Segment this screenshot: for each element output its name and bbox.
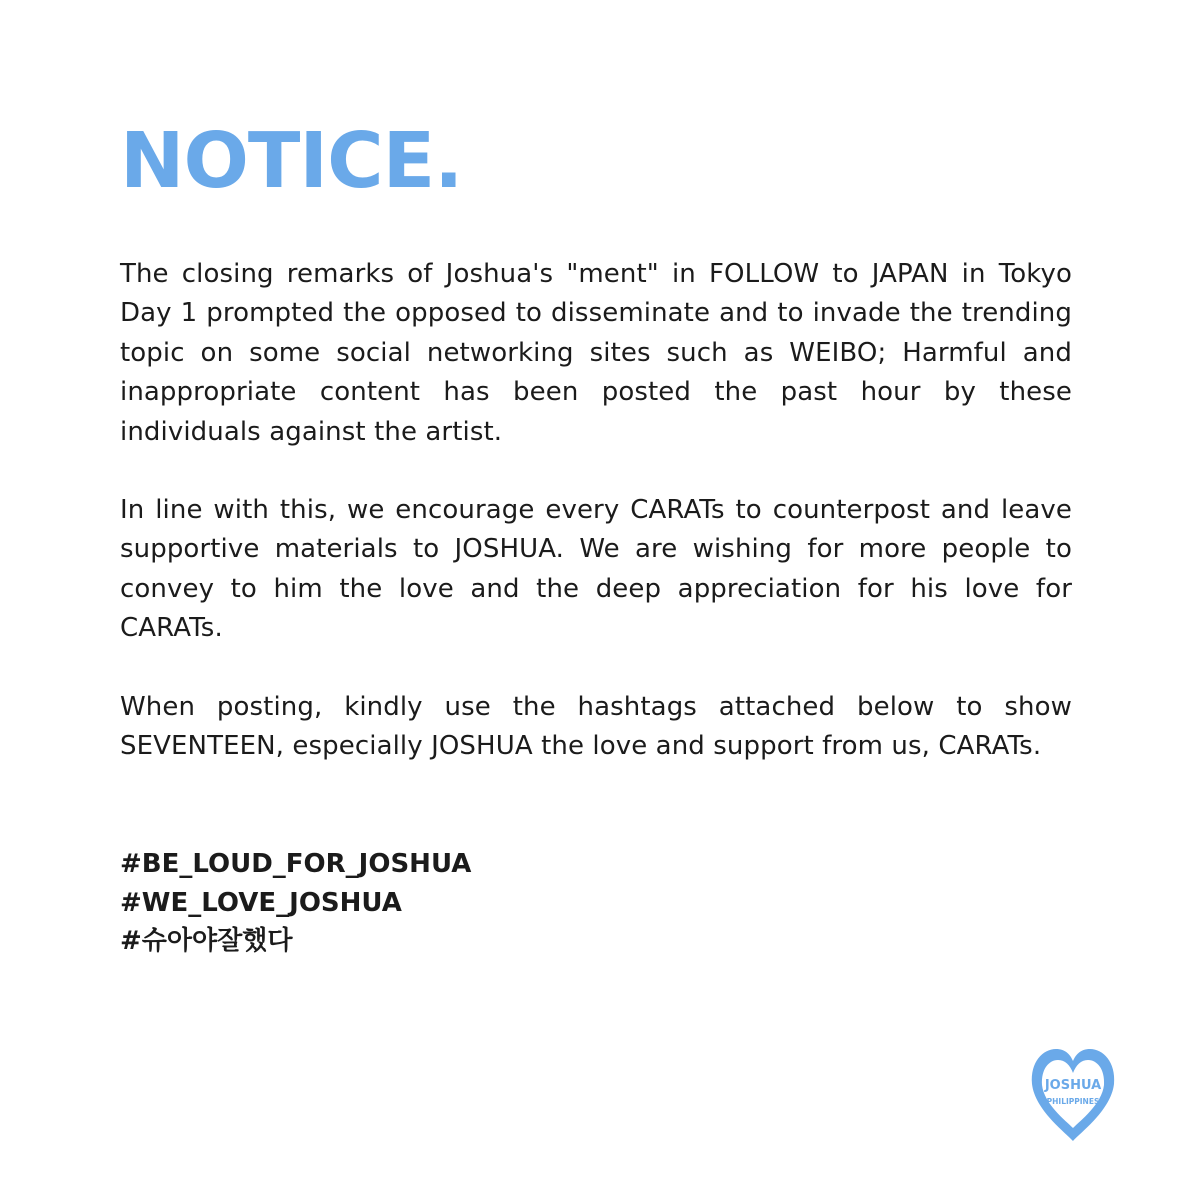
logo-text-bottom: PHILIPPINES [1046,1097,1100,1106]
hashtag-korean: #슈아야잘했다 [120,926,293,957]
paragraph-hashtag-instruction: When posting, kindly use the hashtags attached below to show SEVENTEEN, especially JOSHUA the love and support from us, CARATs. [120,692,1072,762]
paragraph-context: The closing remarks of Joshua's "ment" in FOLLOW to JAPAN in Tokyo Day 1 prompted the opposed to disseminate and to invade the trending topic on some social networking sites such as WEIBO; Harmful and inappropriate content has been posted the past hour by these individuals against the artist. [120,259,1072,447]
notice-title: NOTICE. [120,117,463,206]
hashtag-we-love-joshua: #WE_LOVE_JOSHUA [120,887,402,918]
paragraph-encouragement: In line with this, we encourage every CARATs to counterpost and leave supportive materials to JOSHUA. We are wishing for more people to convey to him the love and the deep appreciation for his love for CARATs. [120,495,1072,644]
heart-logo-icon [1030,1044,1116,1144]
hashtag-list [120,845,471,961]
hashtag-be-loud-for-joshua: #BE_LOUD_FOR_JOSHUA [120,849,472,879]
logo-text-top: JOSHUA [1044,1078,1102,1093]
